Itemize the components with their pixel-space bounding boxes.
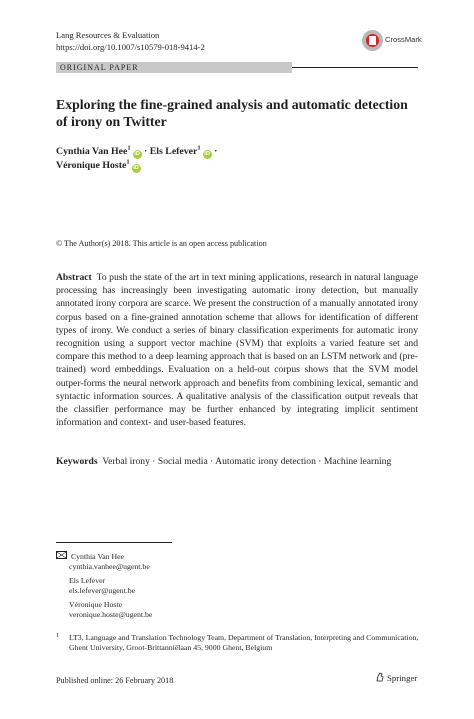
orcid-icon[interactable]: iD bbox=[133, 165, 139, 171]
affiliation-number: 1 bbox=[56, 632, 60, 639]
section-label: ORIGINAL PAPER bbox=[60, 63, 139, 72]
author-separator: · bbox=[214, 146, 218, 157]
contact-email[interactable]: els.lefever@ugent.be bbox=[69, 586, 136, 595]
contact-name: Véronique Hoste bbox=[69, 600, 123, 609]
author-name: Els Lefever bbox=[149, 146, 198, 157]
keywords-text: Verbal irony · Social media · Automatic irony detection · Machine learning bbox=[102, 456, 392, 467]
author-affiliation: 1 bbox=[127, 144, 131, 152]
contact-entry bbox=[56, 600, 152, 620]
affiliation-text: LT3, Language and Translation Technology Team, Department of Translation, Interpreting and Communication, Ghent University, Groot-Brittanniëlaan 45, 9000 Ghent, Belgium bbox=[69, 633, 419, 652]
contact-email[interactable]: veronique.hoste@ugent.be bbox=[69, 610, 153, 619]
author-affiliation: 1 bbox=[197, 144, 201, 152]
orcid-icon[interactable]: iD bbox=[204, 151, 210, 157]
orcid-icon[interactable]: iD bbox=[134, 151, 140, 157]
crossmark-label: CrossMark bbox=[385, 35, 422, 44]
contact-list bbox=[56, 551, 152, 624]
abstract bbox=[56, 271, 418, 429]
doi-link[interactable]: https://doi.org/10.1007/s10579-018-9414-2 bbox=[56, 41, 205, 52]
author-name: Véronique Hoste bbox=[56, 160, 127, 171]
keywords-label: Keywords bbox=[56, 456, 98, 467]
journal-header bbox=[56, 30, 205, 53]
author-affiliation: 1 bbox=[126, 158, 130, 166]
crossmark-icon bbox=[362, 30, 383, 51]
contact-email[interactable]: cynthia.vanhee@ugent.be bbox=[69, 562, 150, 571]
keywords bbox=[56, 455, 418, 468]
contact-entry bbox=[56, 551, 152, 572]
journal-name: Lang Resources & Evaluation bbox=[56, 30, 160, 40]
author-list bbox=[56, 145, 416, 173]
contact-name: Cynthia Van Hee bbox=[70, 552, 125, 561]
author-name: Cynthia Van Hee bbox=[56, 146, 128, 157]
springer-horse-icon bbox=[375, 672, 385, 682]
abstract-text: To push the state of the art in text mining applications, research in natural language processing has increasingly been investigating automatic irony detection, but manually annotated irony corpora are scarce. We present the construction of a manually annotated irony corpus based on a fine-grained annotation scheme that allows for identification of different types of irony. We conduct a series of binary classification experiments for automatic irony recognition using a support vector machine (SVM) that exploits a varied feature set and compare this method to a deep learning approach that is based on an LSTM network and (pre-trained) word embeddings. Evaluation on a held-out corpus shows that the SVM model outper-forms the neural network approach and benefits from combining lexical, semantic and syntactic information sources. A qualitative analysis of the classification output reveals that the classifier performance may be further enhanced by integrating implicit sentiment information and context- and user-based features. bbox=[56, 272, 418, 429]
contact-name: Els Lefever bbox=[69, 576, 106, 585]
envelope-icon bbox=[56, 551, 67, 559]
crossmark-button[interactable] bbox=[362, 30, 452, 52]
abstract-label: Abstract bbox=[56, 272, 92, 283]
paper-title: Exploring the fine-grained analysis and automatic detection of irony on Twitter bbox=[56, 97, 408, 129]
published-date: Published online: 26 February 2018 bbox=[56, 676, 174, 685]
section-rule bbox=[292, 67, 418, 68]
contact-entry bbox=[56, 576, 152, 596]
springer-logo bbox=[375, 672, 417, 683]
footnote-rule bbox=[56, 542, 172, 543]
publisher-name: Springer bbox=[387, 673, 418, 683]
author-separator: · bbox=[144, 146, 148, 157]
open-access-notice: © The Author(s) 2018. This article is an open access publication bbox=[56, 239, 267, 248]
